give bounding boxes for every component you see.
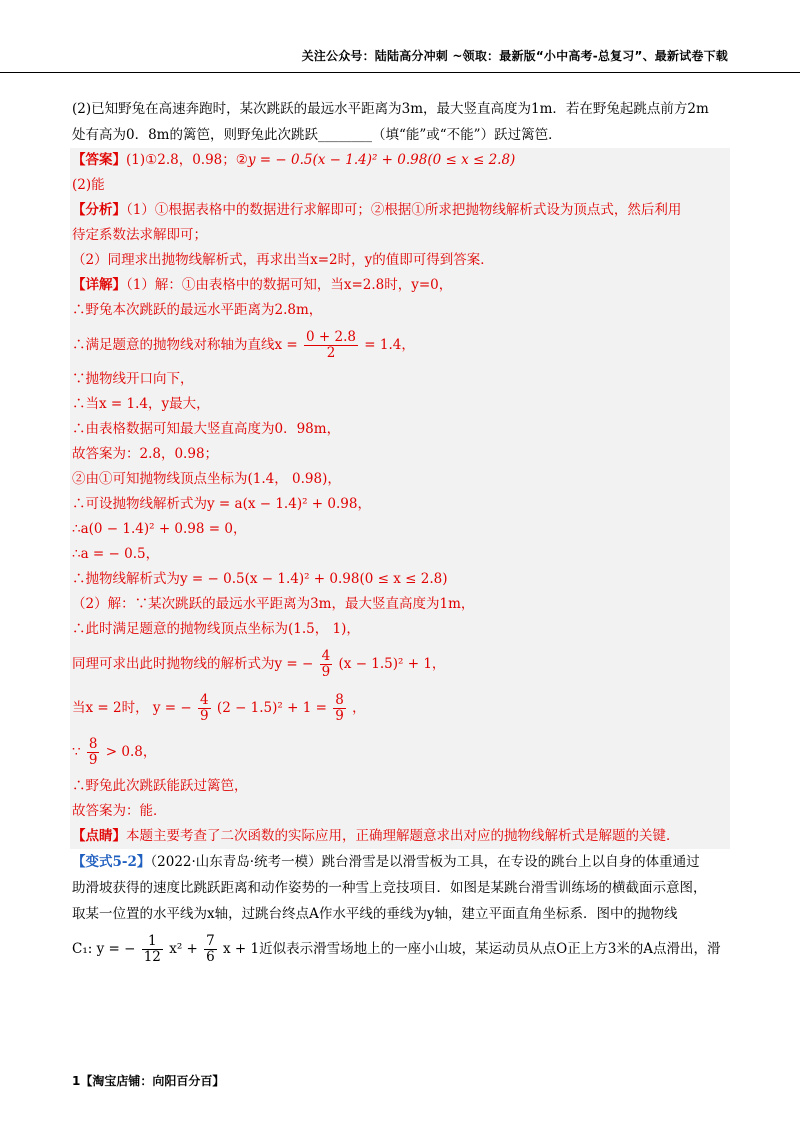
answer-line-2: (2)能 xyxy=(72,177,105,193)
header-text: 关注公众号：陆陆高分冲刺 ~领取：最新版“小中高考-总复习”、最新试卷下载 xyxy=(301,49,728,63)
fraction-compare xyxy=(87,737,100,768)
variant-line-1 xyxy=(72,849,730,875)
analysis-text-1: （1）①根据表格中的数据进行求解即可；②根据①所求把抛物线解析式设为顶点式，然后利用 xyxy=(126,202,682,218)
detail-line-13: （2）解：∵某次跳跃的最远水平距离为3m，最大竖直高度为1m， xyxy=(72,596,475,612)
variant-l4-mid: x² + xyxy=(169,941,198,957)
fraction-numerator: 0 + 2.8 xyxy=(306,329,356,345)
variant-line-3: 取某一位置的水平线为x轴，过跳台终点A作水平线的垂线为y轴，建立平面直角坐标系．图中的抛物线 xyxy=(72,906,678,922)
comment-line xyxy=(72,824,730,849)
detail-line-3 xyxy=(72,323,730,367)
detail-line-8: ②由①可知抛物线顶点坐标为(1.4， 0.98)， xyxy=(72,471,341,487)
detail-l15-post: (x − 1.5)² + 1， xyxy=(338,656,446,672)
detail-line-11: ∴a = − 0.5， xyxy=(72,546,160,562)
comment-text: 本题主要考查了二次函数的实际应用，正确理解题意求出对应的抛物线解析式是解题的关键． xyxy=(126,828,680,844)
fraction-numerator: 7 xyxy=(206,933,215,949)
fraction-denominator: 9 xyxy=(321,664,331,680)
fraction-denominator: 9 xyxy=(88,752,98,768)
comment-tag: 【点睛】 xyxy=(72,828,126,844)
variant-tag: 【变式5-2】 xyxy=(72,854,151,870)
detail-line-9: ∴可设抛物线解析式为y = a(x − 1.4)² + 0.98， xyxy=(72,496,371,512)
answer-part1: (1)①2.8，0.98；② xyxy=(126,152,248,168)
fraction-result xyxy=(333,693,346,724)
detail-text-1: （1）解：①由表格中的数据可知，当x=2.8时，y=0， xyxy=(126,277,453,293)
analysis-tag: 【分析】 xyxy=(72,202,126,218)
fraction-axis xyxy=(304,330,358,361)
question-line-2: 处有高为0．8m的篱笆，则野兔此次跳跃________（填“能”或“不能”）跃过篱笆． xyxy=(72,127,562,143)
detail-l17-pre: ∵ xyxy=(72,744,81,760)
detail-line-4: ∵抛物线开口向下， xyxy=(72,371,194,387)
fraction-denominator: 6 xyxy=(206,949,215,965)
analysis-line-2: 待定系数法求解即可； xyxy=(72,227,207,243)
analysis-line-3: （2）同理求出抛物线解析式，再求出当x=2时，y的值即可得到答案． xyxy=(72,252,494,268)
detail-l3-pre: ∴满足题意的抛物线对称轴为直线x = xyxy=(72,337,298,353)
fraction-coefficient xyxy=(320,649,333,680)
fraction-numerator: 4 xyxy=(321,648,331,664)
question-line-1: (2)已知野兔在高速奔跑时，某次跳跃的最远水平距离为3m，最大竖直高度为1m．若在野兔起跳点前方2m xyxy=(72,101,709,117)
detail-l17-post: > 0.8， xyxy=(105,744,157,760)
detail-line-18: ∴野兔此次跳跃能跃过篱笆， xyxy=(72,778,248,794)
answer-line-1 xyxy=(72,148,730,173)
detail-line-2: ∴野兔本次跳跃的最远水平距离为2.8m， xyxy=(72,302,323,318)
fraction-coefficient xyxy=(198,693,211,724)
answer-equation: y = − 0.5(x − 1.4)² + 0.98(0 ≤ x ≤ 2.8) xyxy=(247,152,516,168)
detail-l16-mid: (2 − 1.5)² + 1 = xyxy=(216,700,327,716)
fraction-b xyxy=(204,934,217,965)
detail-line-6: ∴由表格数据可知最大竖直高度为0．98m， xyxy=(72,421,341,437)
answer-block xyxy=(70,148,730,849)
detail-tag: 【详解】 xyxy=(72,277,126,293)
detail-line-10: ∴a(0 − 1.4)² + 0.98 = 0， xyxy=(72,521,247,537)
detail-line-17 xyxy=(72,730,730,774)
detail-line-7: 故答案为：2.8，0.98； xyxy=(72,446,219,462)
detail-l16-post: ， xyxy=(352,700,366,716)
detail-line-1 xyxy=(72,273,730,298)
detail-line-14: ∴此时满足题意的抛物线顶点坐标为(1.5， 1)， xyxy=(72,621,360,637)
variant-line-2: 助滑坡获得的速度比跳跃距离和动作姿势的一种雪上竞技项目．如图是某跳台滑雪训练场的横截面示意图， xyxy=(72,880,707,896)
fraction-denominator: 9 xyxy=(335,708,344,724)
detail-l3-post: = 1.4， xyxy=(364,337,415,353)
page-header xyxy=(0,0,800,73)
page-footer: 1【淘宝店铺：向阳百分百】 xyxy=(72,1074,225,1088)
fraction-numerator: 1 xyxy=(142,934,163,950)
fraction-denominator: 12 xyxy=(143,949,161,965)
variant-l4-pre: C₁: y = − xyxy=(72,941,136,957)
fraction-denominator: 2 xyxy=(326,345,336,361)
fraction-numerator: 8 xyxy=(335,692,344,708)
fraction-numerator: 8 xyxy=(88,736,98,752)
analysis-line-1 xyxy=(72,198,730,223)
variant-text-1: （2022·山东青岛·统考一模）跳台滑雪是以滑雪板为工具，在专设的跳台上以自身的体重通过 xyxy=(150,854,700,870)
fraction-numerator: 4 xyxy=(200,692,209,708)
detail-l16-pre: 当x = 2时， y = − xyxy=(72,700,192,716)
detail-line-15 xyxy=(72,642,730,686)
fraction-a xyxy=(142,934,163,965)
detail-l15-pre: 同理可求出此时抛物线的解析式为y = − xyxy=(72,656,314,672)
detail-line-19: 故答案为：能． xyxy=(72,803,167,819)
variant-l4-post: x + 1近似表示滑雪场地上的一座小山坡，某运动员从点O正上方3米的A点滑出，滑 xyxy=(223,941,721,957)
answer-tag: 【答案】 xyxy=(72,152,126,168)
page-content xyxy=(72,96,730,971)
detail-line-16 xyxy=(72,686,730,730)
fraction-denominator: 9 xyxy=(200,708,209,724)
detail-line-12: ∴抛物线解析式为y = − 0.5(x − 1.4)² + 0.98(0 ≤ x ≤ 2.8) xyxy=(72,571,448,587)
detail-line-5: ∴当x = 1.4，y最大， xyxy=(72,396,210,412)
variant-line-4 xyxy=(72,927,730,971)
